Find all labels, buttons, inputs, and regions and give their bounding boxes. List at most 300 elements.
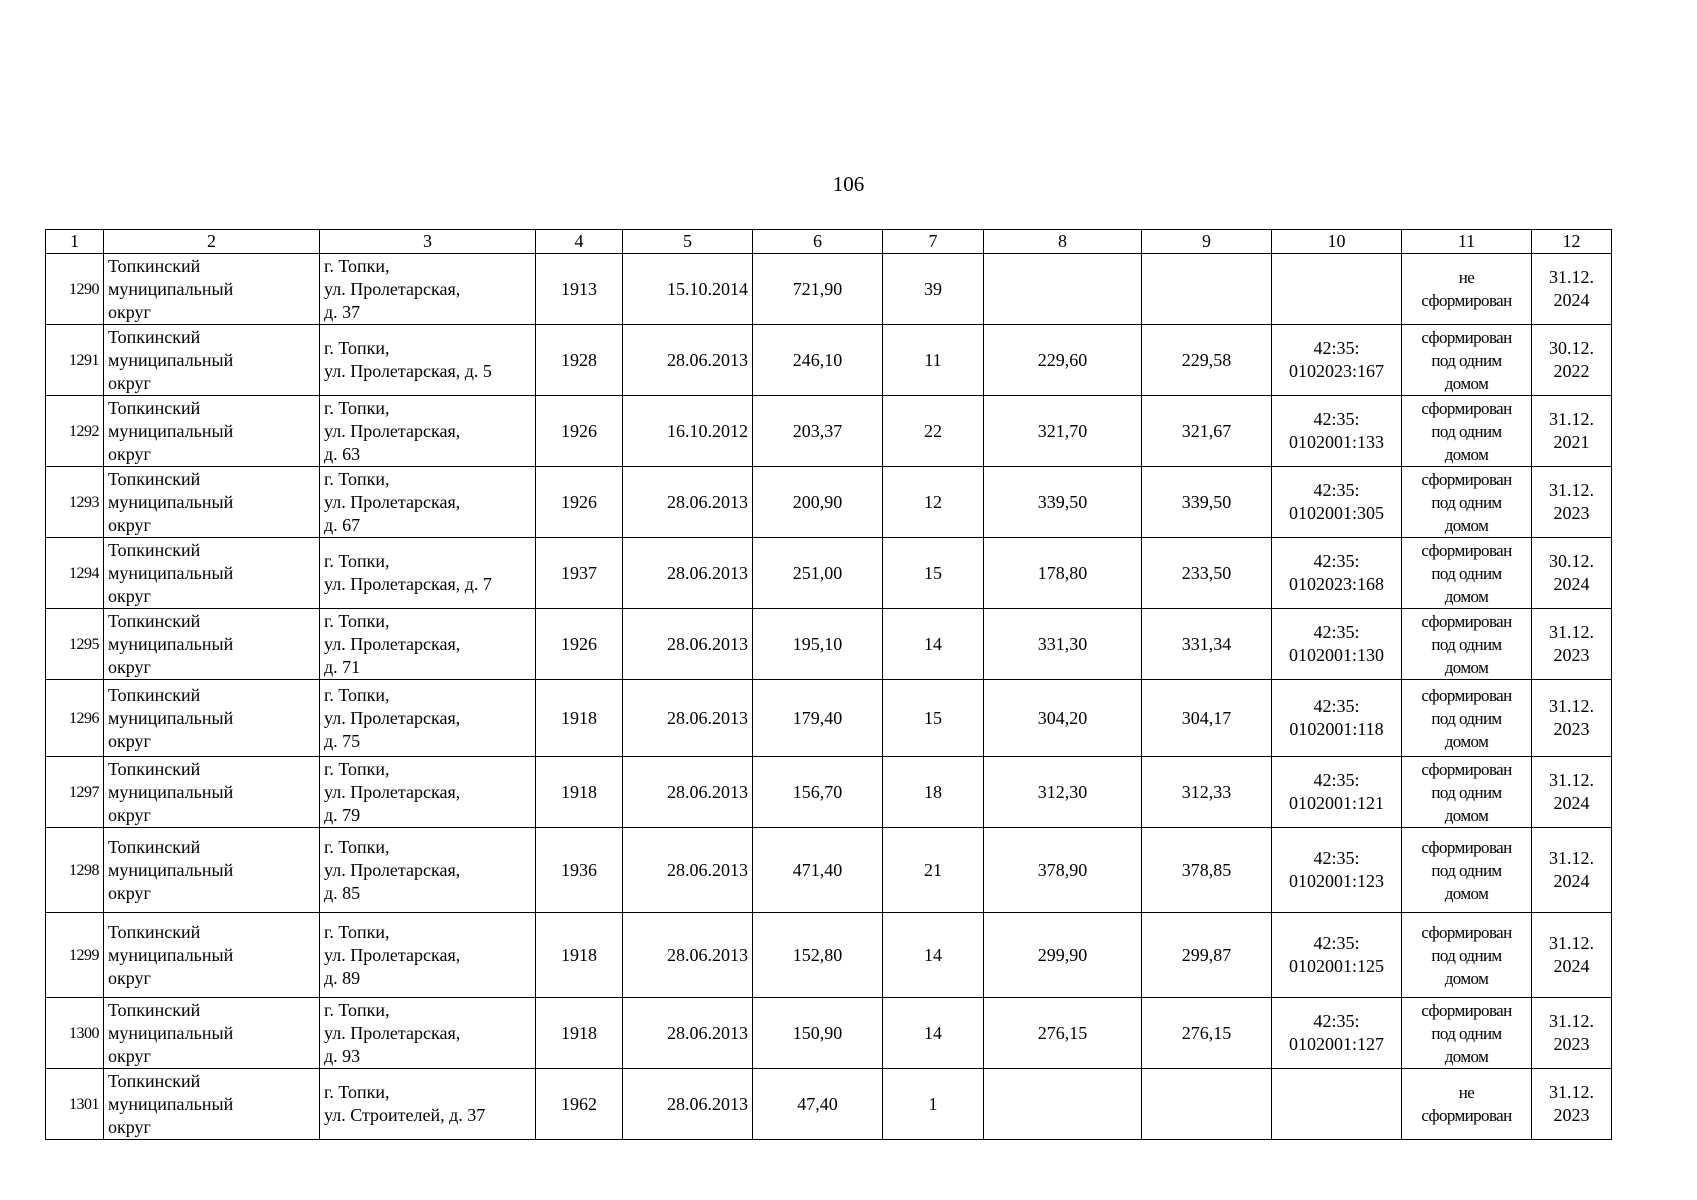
cell-text: Топкинский муниципальный округ bbox=[108, 684, 234, 751]
cell-text: 471,40 bbox=[792, 859, 843, 880]
table-row bbox=[46, 538, 1612, 609]
cell-cadastral-number bbox=[1272, 467, 1402, 538]
cell-deadline-date bbox=[1532, 609, 1612, 680]
column-header-4: 4 bbox=[536, 230, 623, 254]
cell-text: 28.06.2013 bbox=[667, 944, 748, 965]
cell-text: г. Топки, ул. Пролетарская, д. 89 bbox=[324, 921, 461, 988]
cell-text: 1936 bbox=[561, 859, 597, 880]
cell-text: 47,40 bbox=[797, 1093, 838, 1114]
cell-text: не сформирован bbox=[1421, 1083, 1512, 1125]
cell-deadline-date bbox=[1532, 913, 1612, 998]
cell-deadline-date bbox=[1532, 396, 1612, 467]
cell-text: 42:35: 0102001:133 bbox=[1288, 409, 1384, 452]
cell-area bbox=[753, 828, 883, 913]
cell-land-status bbox=[1402, 828, 1532, 913]
cell-cadastral-number bbox=[1272, 1069, 1402, 1140]
cell-address bbox=[320, 998, 536, 1069]
cell-municipality bbox=[104, 680, 320, 757]
housing-registry-table bbox=[45, 229, 1612, 1140]
cell-text: Топкинский муниципальный округ bbox=[108, 999, 234, 1066]
cell-build-year bbox=[536, 998, 623, 1069]
cell-text: 28.06.2013 bbox=[667, 707, 748, 728]
table-row bbox=[46, 467, 1612, 538]
cell-text: Топкинский муниципальный округ bbox=[108, 921, 234, 988]
cell-land-status bbox=[1402, 396, 1532, 467]
cell-deadline-date bbox=[1532, 325, 1612, 396]
cell-text: 1293 bbox=[69, 493, 99, 511]
table-body bbox=[46, 254, 1612, 1140]
cell-area bbox=[753, 680, 883, 757]
cell-text: 304,17 bbox=[1181, 707, 1232, 728]
cell-text: 28.06.2013 bbox=[667, 1022, 748, 1043]
cell-land-area bbox=[984, 757, 1142, 828]
cell-text: 1 bbox=[928, 1093, 938, 1114]
cell-residents bbox=[883, 396, 984, 467]
cell-residents bbox=[883, 254, 984, 325]
cell-residents bbox=[883, 609, 984, 680]
cell-text: 339,50 bbox=[1181, 491, 1232, 512]
cell-text: 1297 bbox=[69, 783, 99, 801]
cell-area bbox=[753, 325, 883, 396]
cell-address bbox=[320, 467, 536, 538]
cell-row-number bbox=[46, 757, 104, 828]
cell-text: 31.12. 2023 bbox=[1549, 622, 1594, 665]
cell-text: 30.12. 2022 bbox=[1549, 338, 1594, 381]
cell-text: Топкинский муниципальный округ bbox=[108, 610, 234, 677]
cell-municipality bbox=[104, 254, 320, 325]
cell-area bbox=[753, 913, 883, 998]
cell-cadastral-number bbox=[1272, 998, 1402, 1069]
cell-text: сформирован под одним домом bbox=[1421, 398, 1512, 464]
cell-text: 1298 bbox=[69, 861, 99, 879]
cell-area bbox=[753, 998, 883, 1069]
cell-build-year bbox=[536, 538, 623, 609]
cell-date bbox=[623, 828, 753, 913]
column-number-header bbox=[46, 230, 1612, 254]
cell-cadastral-number bbox=[1272, 538, 1402, 609]
cell-text: 1291 bbox=[69, 351, 99, 369]
cell-build-year bbox=[536, 757, 623, 828]
cell-address bbox=[320, 913, 536, 998]
cell-text: 28.06.2013 bbox=[667, 562, 748, 583]
cell-address bbox=[320, 609, 536, 680]
cell-text: 28.06.2013 bbox=[667, 633, 748, 654]
column-header-9: 9 bbox=[1142, 230, 1272, 254]
cell-date bbox=[623, 538, 753, 609]
cell-cadastral-number bbox=[1272, 757, 1402, 828]
cell-text: Топкинский муниципальный округ bbox=[108, 539, 234, 606]
cell-text: сформирован под одним домом bbox=[1421, 327, 1512, 393]
cell-text: 12 bbox=[924, 491, 942, 512]
cell-area bbox=[753, 396, 883, 467]
cell-text: г. Топки, ул. Пролетарская, д. 63 bbox=[324, 397, 461, 464]
cell-date bbox=[623, 913, 753, 998]
cell-text: 1294 bbox=[69, 564, 99, 582]
cell-land-status bbox=[1402, 1069, 1532, 1140]
cell-residents bbox=[883, 757, 984, 828]
cell-text: г. Топки, ул. Пролетарская, д. 7 bbox=[324, 551, 492, 594]
cell-text: 229,60 bbox=[1037, 349, 1088, 370]
cell-text: 31.12. 2021 bbox=[1549, 409, 1594, 452]
cell-date bbox=[623, 254, 753, 325]
cell-text: 22 bbox=[924, 420, 942, 441]
cell-text: 1926 bbox=[561, 633, 597, 654]
cell-text: 321,70 bbox=[1037, 420, 1088, 441]
cell-municipality bbox=[104, 609, 320, 680]
cell-cadastral-number bbox=[1272, 913, 1402, 998]
cell-text: 1290 bbox=[69, 280, 99, 298]
cell-text: 195,10 bbox=[792, 633, 843, 654]
cell-text: Топкинский муниципальный округ bbox=[108, 758, 234, 825]
column-header-6: 6 bbox=[753, 230, 883, 254]
cell-area bbox=[753, 538, 883, 609]
column-header-11: 11 bbox=[1402, 230, 1532, 254]
cell-text: 28.06.2013 bbox=[667, 1093, 748, 1114]
cell-row-number bbox=[46, 998, 104, 1069]
cell-row-number bbox=[46, 396, 104, 467]
cell-build-year bbox=[536, 913, 623, 998]
cell-text: 42:35: 0102001:123 bbox=[1288, 848, 1384, 891]
cell-land-status bbox=[1402, 609, 1532, 680]
cell-residents bbox=[883, 467, 984, 538]
cell-text: сформирован под одним домом bbox=[1421, 469, 1512, 535]
cell-build-year bbox=[536, 1069, 623, 1140]
cell-text: 42:35: 0102001:118 bbox=[1289, 696, 1384, 739]
table-row bbox=[46, 757, 1612, 828]
table-row bbox=[46, 828, 1612, 913]
cell-deadline-date bbox=[1532, 998, 1612, 1069]
cell-text: Топкинский муниципальный округ bbox=[108, 1070, 234, 1137]
cell-text: 14 bbox=[924, 1022, 942, 1043]
cell-text: 39 bbox=[924, 278, 942, 299]
cell-text: 30.12. 2024 bbox=[1549, 551, 1594, 594]
cell-deadline-date bbox=[1532, 757, 1612, 828]
cell-land-area bbox=[984, 538, 1142, 609]
cell-row-number bbox=[46, 680, 104, 757]
cell-land-area-cadastral bbox=[1142, 1069, 1272, 1140]
cell-text: г. Топки, ул. Пролетарская, д. 75 bbox=[324, 684, 461, 751]
cell-cadastral-number bbox=[1272, 828, 1402, 913]
cell-cadastral-number bbox=[1272, 325, 1402, 396]
cell-text: 1299 bbox=[69, 946, 99, 964]
cell-text: не сформирован bbox=[1421, 268, 1512, 310]
cell-date bbox=[623, 467, 753, 538]
cell-area bbox=[753, 254, 883, 325]
cell-address bbox=[320, 538, 536, 609]
cell-address bbox=[320, 1069, 536, 1140]
cell-address bbox=[320, 828, 536, 913]
cell-deadline-date bbox=[1532, 467, 1612, 538]
cell-land-area-cadastral bbox=[1142, 396, 1272, 467]
cell-residents bbox=[883, 680, 984, 757]
cell-row-number bbox=[46, 1069, 104, 1140]
cell-text: 31.12. 2023 bbox=[1549, 1082, 1594, 1125]
table-row bbox=[46, 998, 1612, 1069]
cell-land-area bbox=[984, 998, 1142, 1069]
cell-text: 156,70 bbox=[792, 781, 843, 802]
cell-text: 1962 bbox=[561, 1093, 597, 1114]
cell-text: 31.12. 2023 bbox=[1549, 1011, 1594, 1054]
cell-area bbox=[753, 757, 883, 828]
cell-text: сформирован под одним домом bbox=[1421, 540, 1512, 606]
cell-land-area bbox=[984, 467, 1142, 538]
cell-cadastral-number bbox=[1272, 254, 1402, 325]
cell-text: 31.12. 2024 bbox=[1549, 267, 1594, 310]
cell-row-number bbox=[46, 254, 104, 325]
cell-land-area-cadastral bbox=[1142, 998, 1272, 1069]
cell-text: 150,90 bbox=[792, 1022, 843, 1043]
cell-text: Топкинский муниципальный округ bbox=[108, 836, 234, 903]
cell-text: 42:35: 0102001:121 bbox=[1288, 770, 1384, 813]
cell-address bbox=[320, 757, 536, 828]
cell-residents bbox=[883, 913, 984, 998]
cell-land-area bbox=[984, 396, 1142, 467]
cell-text: 246,10 bbox=[792, 349, 843, 370]
cell-land-status bbox=[1402, 325, 1532, 396]
cell-cadastral-number bbox=[1272, 609, 1402, 680]
cell-address bbox=[320, 325, 536, 396]
cell-municipality bbox=[104, 913, 320, 998]
cell-land-area bbox=[984, 913, 1142, 998]
cell-text: сформирован под одним домом bbox=[1421, 685, 1512, 751]
cell-text: 1918 bbox=[561, 707, 597, 728]
cell-land-area-cadastral bbox=[1142, 254, 1272, 325]
cell-text: 251,00 bbox=[792, 562, 843, 583]
cell-deadline-date bbox=[1532, 1069, 1612, 1140]
cell-text: Топкинский муниципальный округ bbox=[108, 468, 234, 535]
column-header-1: 1 bbox=[46, 230, 104, 254]
cell-land-status bbox=[1402, 757, 1532, 828]
cell-build-year bbox=[536, 609, 623, 680]
cell-text: 276,15 bbox=[1181, 1022, 1232, 1043]
cell-text: 42:35: 0102001:125 bbox=[1288, 933, 1384, 976]
cell-text: 312,33 bbox=[1181, 781, 1232, 802]
cell-text: сформирован под одним домом bbox=[1421, 837, 1512, 903]
cell-text: 331,30 bbox=[1037, 633, 1088, 654]
cell-text: 15 bbox=[924, 707, 942, 728]
cell-build-year bbox=[536, 396, 623, 467]
cell-residents bbox=[883, 538, 984, 609]
cell-land-area bbox=[984, 609, 1142, 680]
cell-build-year bbox=[536, 325, 623, 396]
page-number: 106 bbox=[832, 172, 865, 196]
table-row bbox=[46, 254, 1612, 325]
cell-land-area bbox=[984, 1069, 1142, 1140]
cell-text: 1928 bbox=[561, 349, 597, 370]
cell-cadastral-number bbox=[1272, 680, 1402, 757]
cell-residents bbox=[883, 325, 984, 396]
cell-text: 152,80 bbox=[792, 944, 843, 965]
cell-text: 1300 bbox=[69, 1024, 99, 1042]
cell-land-area bbox=[984, 680, 1142, 757]
cell-row-number bbox=[46, 609, 104, 680]
cell-text: г. Топки, ул. Пролетарская, д. 37 bbox=[324, 255, 461, 322]
cell-text: 18 bbox=[924, 781, 942, 802]
cell-text: 179,40 bbox=[792, 707, 843, 728]
cell-row-number bbox=[46, 913, 104, 998]
cell-text: 31.12. 2024 bbox=[1549, 933, 1594, 976]
cell-land-status bbox=[1402, 254, 1532, 325]
cell-land-area bbox=[984, 325, 1142, 396]
cell-municipality bbox=[104, 396, 320, 467]
cell-residents bbox=[883, 1069, 984, 1140]
cell-text: 1937 bbox=[561, 562, 597, 583]
cell-text: 276,15 bbox=[1037, 1022, 1088, 1043]
table-row bbox=[46, 396, 1612, 467]
cell-text: 1301 bbox=[69, 1095, 99, 1113]
cell-row-number bbox=[46, 325, 104, 396]
cell-land-area-cadastral bbox=[1142, 680, 1272, 757]
table-row bbox=[46, 680, 1612, 757]
cell-text: 16.10.2012 bbox=[667, 420, 748, 441]
cell-text: 21 bbox=[924, 859, 942, 880]
cell-land-area-cadastral bbox=[1142, 467, 1272, 538]
cell-text: сформирован под одним домом bbox=[1421, 922, 1512, 988]
column-header-7: 7 bbox=[883, 230, 984, 254]
cell-text: 31.12. 2024 bbox=[1549, 770, 1594, 813]
cell-text: 312,30 bbox=[1037, 781, 1088, 802]
cell-text: сформирован под одним домом bbox=[1421, 611, 1512, 677]
cell-land-status bbox=[1402, 680, 1532, 757]
cell-area bbox=[753, 467, 883, 538]
cell-land-status bbox=[1402, 913, 1532, 998]
cell-text: Топкинский муниципальный округ bbox=[108, 397, 234, 464]
cell-text: 42:35: 0102023:168 bbox=[1288, 551, 1384, 594]
cell-municipality bbox=[104, 757, 320, 828]
cell-text: 1292 bbox=[69, 422, 99, 440]
cell-land-area-cadastral bbox=[1142, 757, 1272, 828]
column-header-2: 2 bbox=[104, 230, 320, 254]
cell-date bbox=[623, 680, 753, 757]
cell-text: 1913 bbox=[561, 278, 597, 299]
column-header-10: 10 bbox=[1272, 230, 1402, 254]
cell-build-year bbox=[536, 680, 623, 757]
cell-municipality bbox=[104, 828, 320, 913]
cell-land-area-cadastral bbox=[1142, 538, 1272, 609]
cell-municipality bbox=[104, 1069, 320, 1140]
cell-text: 299,87 bbox=[1181, 944, 1232, 965]
cell-text: 233,50 bbox=[1181, 562, 1232, 583]
cell-address bbox=[320, 396, 536, 467]
cell-text: 28.06.2013 bbox=[667, 349, 748, 370]
cell-land-area-cadastral bbox=[1142, 609, 1272, 680]
cell-text: 14 bbox=[924, 633, 942, 654]
cell-date bbox=[623, 998, 753, 1069]
cell-text: г. Топки, ул. Пролетарская, д. 79 bbox=[324, 758, 461, 825]
cell-text: 28.06.2013 bbox=[667, 781, 748, 802]
cell-text: 42:35: 0102023:167 bbox=[1288, 338, 1384, 381]
cell-row-number bbox=[46, 538, 104, 609]
cell-deadline-date bbox=[1532, 828, 1612, 913]
cell-text: 28.06.2013 bbox=[667, 859, 748, 880]
cell-text: 11 bbox=[924, 349, 942, 370]
cell-text: 15.10.2014 bbox=[667, 278, 748, 299]
cell-build-year bbox=[536, 254, 623, 325]
cell-date bbox=[623, 325, 753, 396]
cell-text: 42:35: 0102001:305 bbox=[1288, 480, 1384, 523]
table-row bbox=[46, 1069, 1612, 1140]
column-header-5: 5 bbox=[623, 230, 753, 254]
cell-text: 178,80 bbox=[1037, 562, 1088, 583]
column-header-8: 8 bbox=[984, 230, 1142, 254]
column-header-12: 12 bbox=[1532, 230, 1612, 254]
cell-municipality bbox=[104, 538, 320, 609]
cell-municipality bbox=[104, 325, 320, 396]
cell-text: Топкинский муниципальный округ bbox=[108, 326, 234, 393]
cell-date bbox=[623, 1069, 753, 1140]
cell-text: 42:35: 0102001:127 bbox=[1288, 1011, 1384, 1054]
cell-text: г. Топки, ул. Пролетарская, д. 85 bbox=[324, 836, 461, 903]
cell-land-area-cadastral bbox=[1142, 325, 1272, 396]
cell-text: 1296 bbox=[69, 709, 99, 727]
cell-text: Топкинский муниципальный округ bbox=[108, 255, 234, 322]
cell-date bbox=[623, 609, 753, 680]
cell-text: 31.12. 2023 bbox=[1549, 480, 1594, 523]
cell-land-area bbox=[984, 828, 1142, 913]
cell-text: 721,90 bbox=[792, 278, 843, 299]
cell-text: 378,85 bbox=[1181, 859, 1232, 880]
cell-address bbox=[320, 680, 536, 757]
cell-text: 1918 bbox=[561, 944, 597, 965]
cell-land-status bbox=[1402, 538, 1532, 609]
cell-row-number bbox=[46, 828, 104, 913]
column-header-3: 3 bbox=[320, 230, 536, 254]
cell-text: 28.06.2013 bbox=[667, 491, 748, 512]
cell-land-status bbox=[1402, 998, 1532, 1069]
cell-text: 1926 bbox=[561, 420, 597, 441]
cell-land-area bbox=[984, 254, 1142, 325]
cell-row-number bbox=[46, 467, 104, 538]
cell-deadline-date bbox=[1532, 680, 1612, 757]
cell-text: 299,90 bbox=[1037, 944, 1088, 965]
table-row bbox=[46, 609, 1612, 680]
cell-build-year bbox=[536, 828, 623, 913]
cell-text: сформирован под одним домом bbox=[1421, 1000, 1512, 1066]
cell-cadastral-number bbox=[1272, 396, 1402, 467]
cell-area bbox=[753, 609, 883, 680]
cell-text: 378,90 bbox=[1037, 859, 1088, 880]
cell-build-year bbox=[536, 467, 623, 538]
cell-text: 1918 bbox=[561, 1022, 597, 1043]
cell-deadline-date bbox=[1532, 254, 1612, 325]
cell-text: 339,50 bbox=[1037, 491, 1088, 512]
cell-date bbox=[623, 396, 753, 467]
cell-text: г. Топки, ул. Пролетарская, д. 67 bbox=[324, 468, 461, 535]
cell-text: 15 bbox=[924, 562, 942, 583]
cell-text: сформирован под одним домом bbox=[1421, 759, 1512, 825]
cell-text: 42:35: 0102001:130 bbox=[1288, 622, 1384, 665]
cell-text: г. Топки, ул. Пролетарская, д. 5 bbox=[324, 338, 492, 381]
cell-land-area-cadastral bbox=[1142, 913, 1272, 998]
cell-text: 31.12. 2024 bbox=[1549, 848, 1594, 891]
cell-text: 203,37 bbox=[792, 420, 843, 441]
cell-text: 1918 bbox=[561, 781, 597, 802]
cell-text: 200,90 bbox=[792, 491, 843, 512]
cell-text: 1926 bbox=[561, 491, 597, 512]
header-row bbox=[46, 230, 1612, 254]
cell-area bbox=[753, 1069, 883, 1140]
cell-text: г. Топки, ул. Строителей, д. 37 bbox=[324, 1082, 486, 1125]
cell-text: 304,20 bbox=[1037, 707, 1088, 728]
cell-address bbox=[320, 254, 536, 325]
cell-land-status bbox=[1402, 467, 1532, 538]
cell-residents bbox=[883, 828, 984, 913]
cell-date bbox=[623, 757, 753, 828]
cell-text: 321,67 bbox=[1181, 420, 1232, 441]
cell-text: 331,34 bbox=[1181, 633, 1232, 654]
cell-residents bbox=[883, 998, 984, 1069]
cell-text: 229,58 bbox=[1181, 349, 1232, 370]
